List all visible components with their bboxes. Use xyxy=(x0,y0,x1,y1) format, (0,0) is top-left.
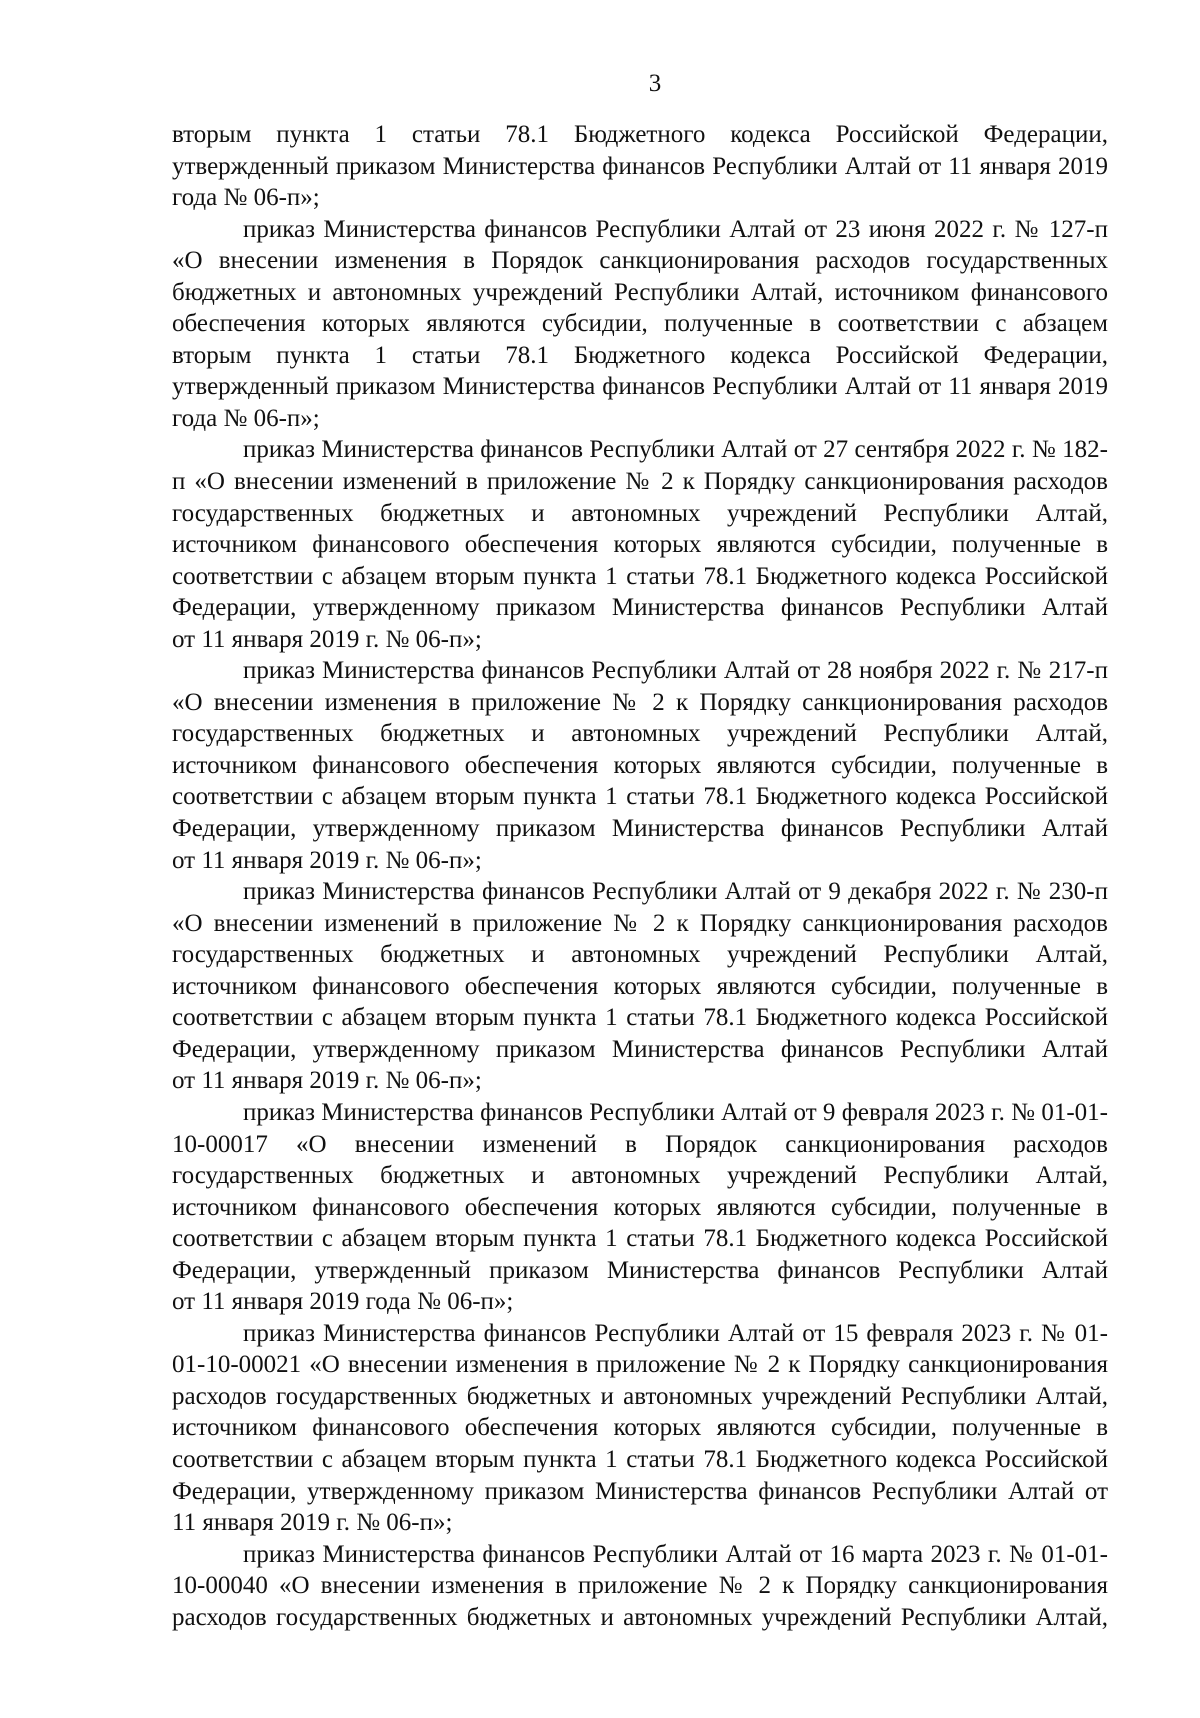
text-line: «О внесении изменений в приложение № 2 к Порядку санкционирования расходов xyxy=(172,909,1108,937)
text-line: источником финансового обеспечения которых являются субсидии, полученные в xyxy=(172,1193,1108,1221)
text-line: Федерации, утвержденному приказом Министерства финансов Республики Алтай xyxy=(172,815,1108,843)
text-line: государственных бюджетных и автономных учреждений Республики Алтай, xyxy=(172,941,1108,969)
document-body xyxy=(172,119,1108,1633)
text-line: источником финансового обеспечения которых являются субсидии, полученные в xyxy=(172,531,1108,559)
page-number: 3 xyxy=(648,70,662,97)
text-line: вторым пункта 1 статьи 78.1 Бюджетного кодекса Российской Федерации, xyxy=(172,341,1108,369)
text-line: года № 06-п»; xyxy=(172,404,320,432)
text-line: расходов государственных бюджетных и автономных учреждений Республики Алтай, xyxy=(172,1382,1108,1410)
text-line: источником финансового обеспечения которых являются субсидии, полученные в xyxy=(172,1414,1108,1442)
text-line: от 11 января 2019 г. № 06-п»; xyxy=(172,1067,482,1095)
text-line: п «О внесении изменений в приложение № 2 к Порядку санкционирования расходов xyxy=(172,468,1108,496)
text-line: источником финансового обеспечения которых являются субсидии, полученные в xyxy=(172,751,1108,779)
text-line: утвержденный приказом Министерства финансов Республики Алтай от 11 января 2019 xyxy=(172,373,1108,401)
text-line: 01-10-00021 «О внесении изменения в приложение № 2 к Порядку санкционирования xyxy=(172,1351,1108,1379)
text-line: 10-00040 «О внесении изменения в приложение № 2 к Порядку санкционирования xyxy=(172,1572,1108,1600)
text-line: Федерации, утвержденному приказом Министерства финансов Республики Алтай от xyxy=(172,1477,1108,1505)
paragraph-first-line: приказ Министерства финансов Республики Алтай от 27 сентября 2022 г. № 182- xyxy=(243,436,1108,464)
text-line: от 11 января 2019 г. № 06-п»; xyxy=(172,625,482,653)
text-line: соответствии с абзацем вторым пункта 1 статьи 78.1 Бюджетного кодекса Российской xyxy=(172,1225,1108,1253)
text-line: 11 января 2019 г. № 06-п»; xyxy=(172,1509,453,1537)
text-line: года № 06-п»; xyxy=(172,184,320,212)
text-line: Федерации, утвержденному приказом Министерства финансов Республики Алтай xyxy=(172,1035,1108,1063)
paragraph-first-line: приказ Министерства финансов Республики Алтай от 15 февраля 2023 г. № 01- xyxy=(243,1319,1108,1347)
text-line: соответствии с абзацем вторым пункта 1 статьи 78.1 Бюджетного кодекса Российской xyxy=(172,562,1108,590)
text-line: «О внесении изменения в приложение № 2 к Порядку санкционирования расходов xyxy=(172,688,1108,716)
text-line: соответствии с абзацем вторым пункта 1 статьи 78.1 Бюджетного кодекса Российской xyxy=(172,783,1108,811)
text-line: утвержденный приказом Министерства финансов Республики Алтай от 11 января 2019 xyxy=(172,152,1108,180)
text-line: «О внесении изменения в Порядок санкционирования расходов государственных xyxy=(172,247,1108,275)
text-line: Федерации, утвержденному приказом Министерства финансов Республики Алтай xyxy=(172,594,1108,622)
text-line: 10-00017 «О внесении изменений в Порядок санкционирования расходов xyxy=(172,1130,1108,1158)
paragraph-first-line: приказ Министерства финансов Республики Алтай от 16 марта 2023 г. № 01-01- xyxy=(243,1540,1108,1568)
text-line: Федерации, утвержденный приказом Министерства финансов Республики Алтай xyxy=(172,1256,1108,1284)
text-line: расходов государственных бюджетных и автономных учреждений Республики Алтай, xyxy=(172,1603,1108,1631)
text-line: от 11 января 2019 года № 06-п»; xyxy=(172,1288,514,1316)
text-line: государственных бюджетных и автономных учреждений Республики Алтай, xyxy=(172,499,1108,527)
text-line: от 11 января 2019 г. № 06-п»; xyxy=(172,846,482,874)
paragraph-first-line: приказ Министерства финансов Республики Алтай от 28 ноября 2022 г. № 217-п xyxy=(243,657,1108,685)
text-line: соответствии с абзацем вторым пункта 1 статьи 78.1 Бюджетного кодекса Российской xyxy=(172,1004,1108,1032)
paragraph-first-line: приказ Министерства финансов Республики Алтай от 9 февраля 2023 г. № 01-01- xyxy=(243,1098,1108,1126)
text-line: бюджетных и автономных учреждений Республики Алтай, источником финансового xyxy=(172,278,1108,306)
paragraph-first-line: приказ Министерства финансов Республики Алтай от 9 декабря 2022 г. № 230-п xyxy=(243,878,1108,906)
text-line: государственных бюджетных и автономных учреждений Республики Алтай, xyxy=(172,1162,1108,1190)
paragraph-first-line: приказ Министерства финансов Республики Алтай от 23 июня 2022 г. № 127-п xyxy=(243,215,1108,243)
text-line: обеспечения которых являются субсидии, полученные в соответствии с абзацем xyxy=(172,310,1108,338)
text-line: соответствии с абзацем вторым пункта 1 статьи 78.1 Бюджетного кодекса Российской xyxy=(172,1445,1108,1473)
text-line: источником финансового обеспечения которых являются субсидии, полученные в xyxy=(172,972,1108,1000)
text-line: вторым пункта 1 статьи 78.1 Бюджетного кодекса Российской Федерации, xyxy=(172,121,1108,148)
text-line: государственных бюджетных и автономных учреждений Республики Алтай, xyxy=(172,720,1108,748)
